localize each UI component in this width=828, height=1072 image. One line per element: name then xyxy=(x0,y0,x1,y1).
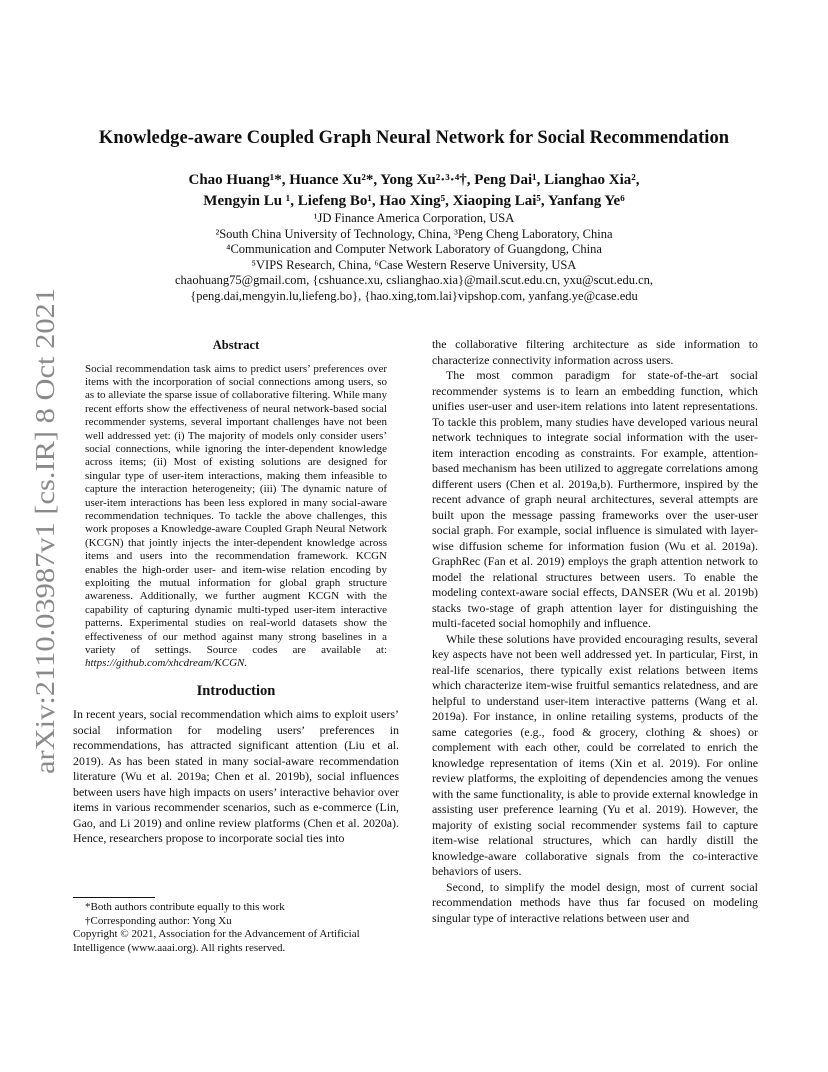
introduction-heading: Introduction xyxy=(196,682,276,699)
abstract-heading: Abstract xyxy=(212,338,260,352)
affiliation-line: ¹JD Finance America Corporation, USA xyxy=(313,211,515,225)
footnotes xyxy=(73,897,399,955)
affiliation-line: ⁵VIPS Research, China, ⁶Case Western Reserve University, USA xyxy=(251,257,577,272)
paper-title: Knowledge-aware Coupled Graph Neural Network for Social Recommendation xyxy=(98,128,730,148)
body-paragraph: Second, to simplify the model design, most of current social recommendation methods have thus far focused on modeling singular type of interactive relations between user and xyxy=(432,879,758,925)
arxiv-sidebar-svg xyxy=(10,288,70,778)
footnote-divider xyxy=(73,897,155,898)
copyright-notice: Copyright © 2021, Association for the Advancement of Artificial Intelligence (www.aaai.org). All rights reserved. xyxy=(73,928,360,954)
authors-line-2: Mengyin Lu ¹, Liefeng Bo¹, Hao Xing⁵, Xiaoping Lai⁵, Yanfang Ye⁶ xyxy=(203,193,625,209)
left-column xyxy=(73,338,399,847)
abstract-body xyxy=(85,363,387,671)
affiliations xyxy=(110,211,718,304)
arxiv-identifier xyxy=(10,288,70,778)
affiliation-line: ⁴Communication and Computer Network Laboratory of Guangdong, China xyxy=(226,242,602,256)
author-list xyxy=(110,170,718,212)
affiliation-line: ²South China University of Technology, China, ³Peng Cheng Laboratory, China xyxy=(215,226,613,241)
intro-paragraph: In recent years, social recommendation which aims to exploit users’ social information for modeling users’ preferences in recommendations, has attracted significant attention (Liu et al. 2019). As has been stated in many social-aware recommendation literature (Wu et al. 2019a; Chen et al. 2019b), social influences between users have high impacts on users’ interactive behavior over items in various recommender scenarios, such as e-commerce (Lin, Gao, and Li 2019) and online review platforms (Chen et al. 2020a). Hence, researchers propose to incorporate social ties into xyxy=(73,707,399,846)
email-line: chaohuang75@gmail.com, {cshuance.xu, cslianghao.xia}@mail.scut.edu.cn, yxu@scut.edu.cn, xyxy=(174,273,653,287)
body-paragraph: While these solutions have provided encouraging results, several key aspects have not been well addressed yet. In particular, First, in real-life scenarios, there typically exist relations between items which characterize item-wise fruitful semantics relatedness, and are helpful to understand user-item interactive patterns (Wang et al. 2019a). For instance, in online retailing systems, products of the same categories (e.g., food & grocery, clothing & shoes) or complement with each other, could be correlated to enrich the knowledge representation of items (Xin et al. 2019). For online review platforms, the exploiting of dependencies among the venues with the same functionality, is able to provide external knowledge in assisting user preference learning (Yu et al. 2019). However, the majority of existing social recommender systems fail to capture item-wise relational structures, which can hardly distill the knowledge-aware collaborative signals from the co-interactive behaviors of users. xyxy=(432,631,758,878)
email-line: {peng.dai,mengyin.lu,liefeng.bo}, {hao.xing,tom.lai}vipshop.com, yanfang.ye@case.edu xyxy=(190,288,638,303)
arxiv-id-text: arXiv:2110.03987v1 [cs.IR] 8 Oct 2021 xyxy=(30,343,60,774)
source-code-link[interactable]: https://github.com/xhcdream/KCGN. xyxy=(85,657,248,670)
footnote-equal-contribution: *Both authors contribute equally to this work xyxy=(85,901,285,913)
right-column xyxy=(432,337,758,926)
authors-line-1: Chao Huang¹*, Huance Xu²*, Yong Xu²·³·⁴†, Peng Dai¹, Lianghao Xia², xyxy=(188,172,640,188)
body-paragraph: the collaborative filtering architecture as side information to characterize connectivity information across users. xyxy=(432,337,758,367)
body-paragraph: The most common paradigm for state-of-the-art social recommender systems is to learn an embedding function, which unifies user-user and user-item relations into latent representations. To tackle this problem, many studies have developed various neural network techniques to integrate social information with the user-item interaction encoding as constraints. For example, attention-based mechanism has been utilized to aggregate correlations among different users (Chen et al. 2019a,b). Furthermore, inspired by the recent advance of graph neural architectures, several attempts are built upon the message passing frameworks over the user-user social graph. For example, social influence is simulated with layer-wise diffusion scheme for information fusion (Wu et al. 2019a). GraphRec (Fan et al. 2019) employs the graph attention network to model the relational structures between users. To enable the modeling context-aware social effects, DANSER (Wu et al. 2019b) stacks two-stage of graph attention layer for distinguishing the multi-faceted social homophily and influence. xyxy=(432,368,758,630)
footnote-corresponding-author: †Corresponding author: Yong Xu xyxy=(85,914,232,927)
abstract-text: Social recommendation task aims to predict users’ preferences over items with the incorporation of social connections among users, so as to alleviate the sparse issue of collaborative filtering. While many recent efforts show the effectiveness of neural network-based social recommender systems, several important challenges have not been well addressed yet: (i) The majority of models only consider users’ social connections, while ignoring the inter-dependent knowledge across items; (ii) Most of existing solutions are designed for singular type of user-item interactions, making them infeasible to capture the interaction heterogeneity; (iii) The dynamic nature of user-item interactions has been less explored in many social-aware recommendation techniques. To tackle the above challenges, this work proposes a Knowledge-aware Coupled Graph Neural Network (KCGN) that jointly injects the inter-dependent knowledge across items and users into the recommendation framework. KCGN enables the high-order user- and item-wise relation encoding by exploiting the mutual information for global graph structure awareness. Additionally, we further augment KCGN with the capability of capturing dynamic multi-typed user-item interactive patterns. Experimental studies on real-world datasets show the effectiveness of our method against many strong baselines in a variety of settings. Source codes are available at: xyxy=(85,362,387,657)
